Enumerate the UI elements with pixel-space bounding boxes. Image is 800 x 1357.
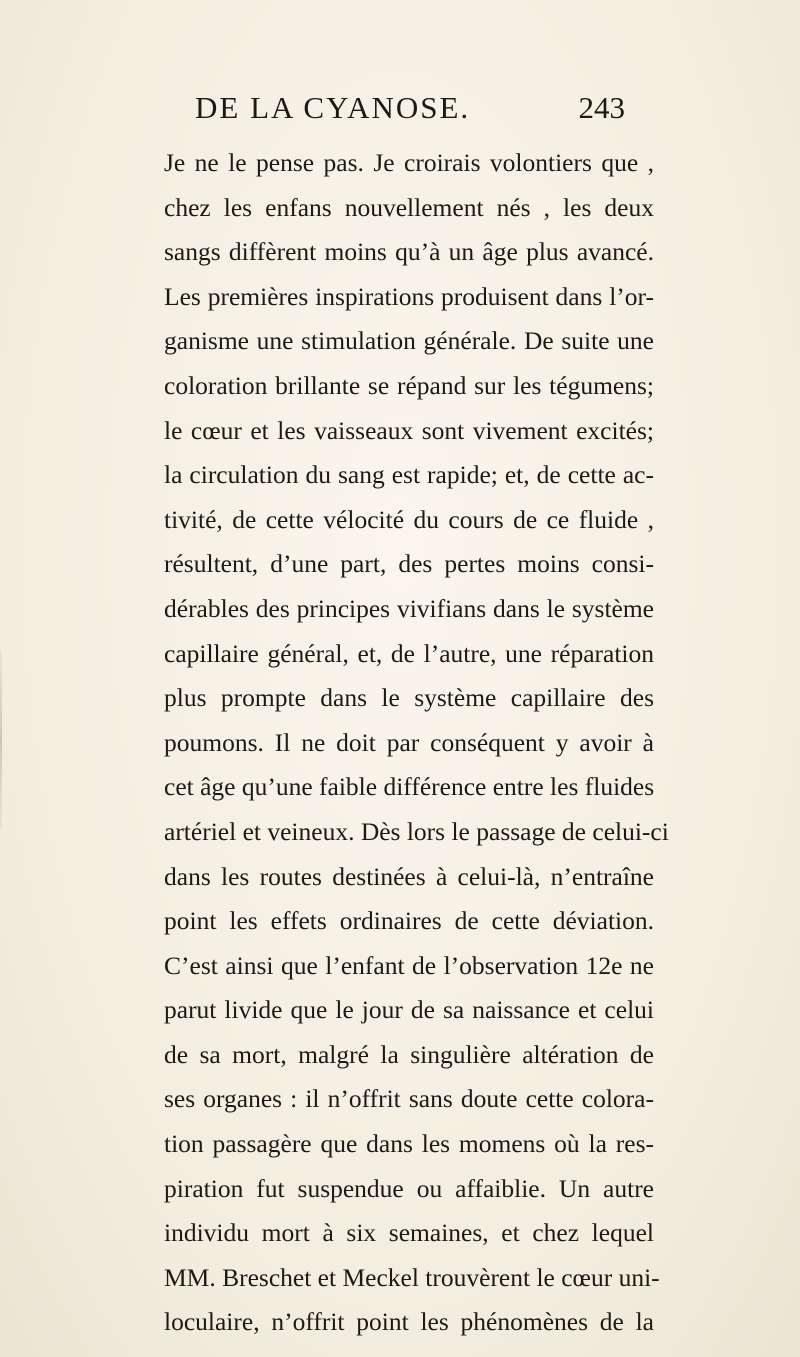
text-line: loculaire, n’offrit point les phénomènes de la: [164, 1307, 654, 1337]
text-line: de sa mort, malgré la singulière altération de: [164, 1039, 654, 1069]
text-line: le cœur et les vaisseaux sont vivement excités;: [164, 415, 654, 445]
text-line: dans les routes destinées à celui-là, n’entraîne: [164, 861, 654, 891]
text-line: parut livide que le jour de sa naissance et celui: [164, 995, 654, 1025]
text-line: dérables des principes vivifians dans le système: [164, 593, 654, 623]
text-line: sangs diffèrent moins qu’à un âge plus avancé.: [164, 237, 654, 267]
text-line: Je ne le pense pas. Je croirais volontiers que ,: [164, 148, 654, 177]
text-line: la circulation du sang est rapide; et, de cette ac-: [164, 460, 654, 490]
text-line: ses organes : il n’offrit sans doute cette colora-: [164, 1084, 654, 1114]
text-line: résultent, d’une part, des pertes moins consi-: [164, 549, 654, 579]
text-line: poumons. Il ne doit par conséquent y avoir à: [164, 727, 654, 757]
text-line: Les premières inspirations produisent dans l’or-: [164, 281, 654, 311]
text-line: capillaire général, et, de l’autre, une réparation: [164, 638, 654, 668]
text-line: coloration brillante se répand sur les tégumens;: [164, 370, 654, 400]
running-head: [195, 90, 625, 130]
text-line: tivité, de cette vélocité du cours de ce fluide ,: [164, 504, 654, 534]
running-title: DE LA CYANOSE.: [195, 90, 471, 125]
page-number: 243: [578, 90, 625, 125]
margin-shadow: [0, 650, 2, 830]
text-line: plus prompte dans le système capillaire des: [164, 683, 654, 713]
text-line: piration fut suspendue ou affaiblie. Un autre: [164, 1173, 654, 1203]
text-line: cet âge qu’une faible différence entre les fluides: [164, 772, 655, 802]
text-line: artériel et veineux. Dès lors le passage de celui-ci: [164, 816, 669, 846]
text-line: point les effets ordinaires de cette déviation.: [164, 906, 654, 936]
text-line: ganisme une stimulation générale. De suite une: [164, 326, 654, 356]
text-line: tion passagère que dans les momens où la res-: [164, 1129, 654, 1159]
text-line: individu mort à six semaines, et chez lequel: [164, 1218, 654, 1248]
body-text: [164, 141, 669, 1345]
text-line: C’est ainsi que l’enfant de l’observation 12e ne: [164, 950, 654, 980]
text-line: chez les enfans nouvellement nés , les deux: [164, 192, 654, 222]
text-line: MM. Breschet et Meckel trouvèrent le cœur uni-: [164, 1262, 660, 1292]
